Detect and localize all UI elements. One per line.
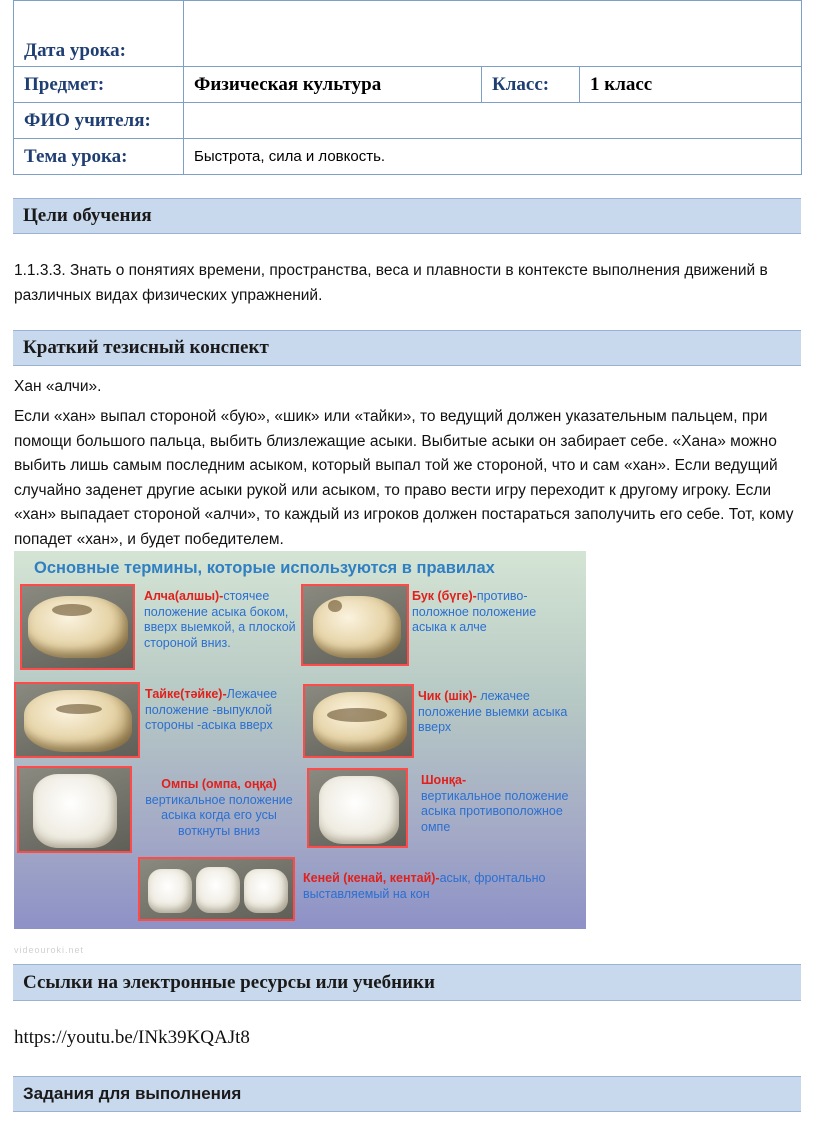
asyk-terms-figure bbox=[14, 551, 586, 929]
summary-header: Краткий тезисный конспект bbox=[13, 330, 801, 366]
term-buk-desc: противо- положное положение асыка к алче bbox=[412, 589, 537, 634]
term-kenei bbox=[303, 871, 573, 902]
term-shonka-desc: вертикальное положение асыка противоположное омпе bbox=[421, 788, 569, 834]
class-value: 1 класс bbox=[580, 67, 802, 103]
term-ompy-desc: вертикальное положение асыка когда его усы воткнуты вниз bbox=[145, 792, 293, 838]
figure-watermark: videouroki.net bbox=[14, 945, 85, 955]
summary-line: Хан «алчи». bbox=[14, 378, 102, 395]
resources-header: Ссылки на электронные ресурсы или учебники bbox=[13, 964, 801, 1001]
date-value bbox=[184, 1, 802, 67]
term-chik bbox=[418, 689, 578, 736]
goals-text: 1.1.3.3. Знать о понятиях времени, пространства, веса и плавности в контексте выполнения движений в различных видах физических упражнений. bbox=[14, 262, 768, 304]
asyk-photo-alcha bbox=[20, 584, 135, 670]
asyk-photo-ompy bbox=[17, 766, 132, 853]
term-ompy-name: Омпы (омпа, оңқа) bbox=[161, 777, 277, 791]
term-chik-desc: лежачее положение выемки асыка вверх bbox=[418, 689, 568, 734]
lesson-info-table bbox=[13, 0, 802, 175]
term-alcha bbox=[144, 589, 304, 651]
goals-header: Цели обучения bbox=[13, 198, 801, 234]
asyk-photo-kenei bbox=[138, 857, 295, 921]
topic-value: Быстрота, сила и ловкость. bbox=[184, 139, 802, 175]
term-ompy bbox=[144, 777, 294, 839]
asyk-photo-taike bbox=[14, 682, 140, 758]
teacher-value bbox=[184, 103, 802, 139]
asyk-photo-chik bbox=[303, 684, 414, 758]
figure-title: Основные термины, которые используются в правилах bbox=[34, 559, 495, 577]
term-shonka-name: Шонқа- bbox=[421, 773, 467, 787]
term-chik-name: Чик (шік)- bbox=[418, 689, 477, 703]
subject-value: Физическая культура bbox=[184, 67, 482, 103]
term-shonka bbox=[421, 773, 571, 835]
term-alcha-desc: стоячее положение асыка боком, вверх выемкой, а плоской стороной вниз. bbox=[144, 589, 296, 650]
tasks-header: Задания для выполнения bbox=[13, 1076, 801, 1112]
date-label: Дата урока: bbox=[14, 1, 184, 67]
summary-paragraph: Если «хан» выпал стороной «бую», «шик» или «тайки», то ведущий должен указательным пальцем, при помощи большого пальца, выбить близлежащие асыки. Выбитые асыки он забирает себе. «Хана» можно выбить лишь самым последним асыком, который выпал той же стороной, что и сам «хан». Если ведущий случайно заденет другие асыки рукой или асыком, то право вести игру переходит к другому игроку. Если «хан» выпадает стороной «алчи», то каждый из игроков должен постараться заполучить его себе. Тот, кому попадет «хан», и будет победителем. bbox=[14, 408, 794, 548]
asyk-photo-shonka bbox=[307, 768, 408, 848]
topic-label: Тема урока: bbox=[14, 139, 184, 175]
teacher-label: ФИО учителя: bbox=[14, 103, 184, 139]
term-kenei-desc: асык, фронтально выставляемый на кон bbox=[303, 871, 546, 901]
term-kenei-name: Кеней (кенай, кентай)- bbox=[303, 871, 440, 885]
asyk-photo-buk bbox=[301, 584, 409, 666]
term-taike-name: Тайке(тәйке)- bbox=[145, 687, 227, 701]
resource-link[interactable]: https://youtu.be/INk39KQAJt8 bbox=[14, 1027, 250, 1048]
term-taike-desc: Лежачее положение -выпуклой стороны -асыка вверх bbox=[145, 687, 278, 732]
term-taike bbox=[145, 687, 305, 734]
class-label: Класс: bbox=[482, 67, 580, 103]
term-buk-name: Бук (бүге)- bbox=[412, 589, 477, 603]
term-alcha-name: Алча(алшы)- bbox=[144, 589, 224, 603]
term-buk bbox=[412, 589, 562, 636]
subject-label: Предмет: bbox=[14, 67, 184, 103]
